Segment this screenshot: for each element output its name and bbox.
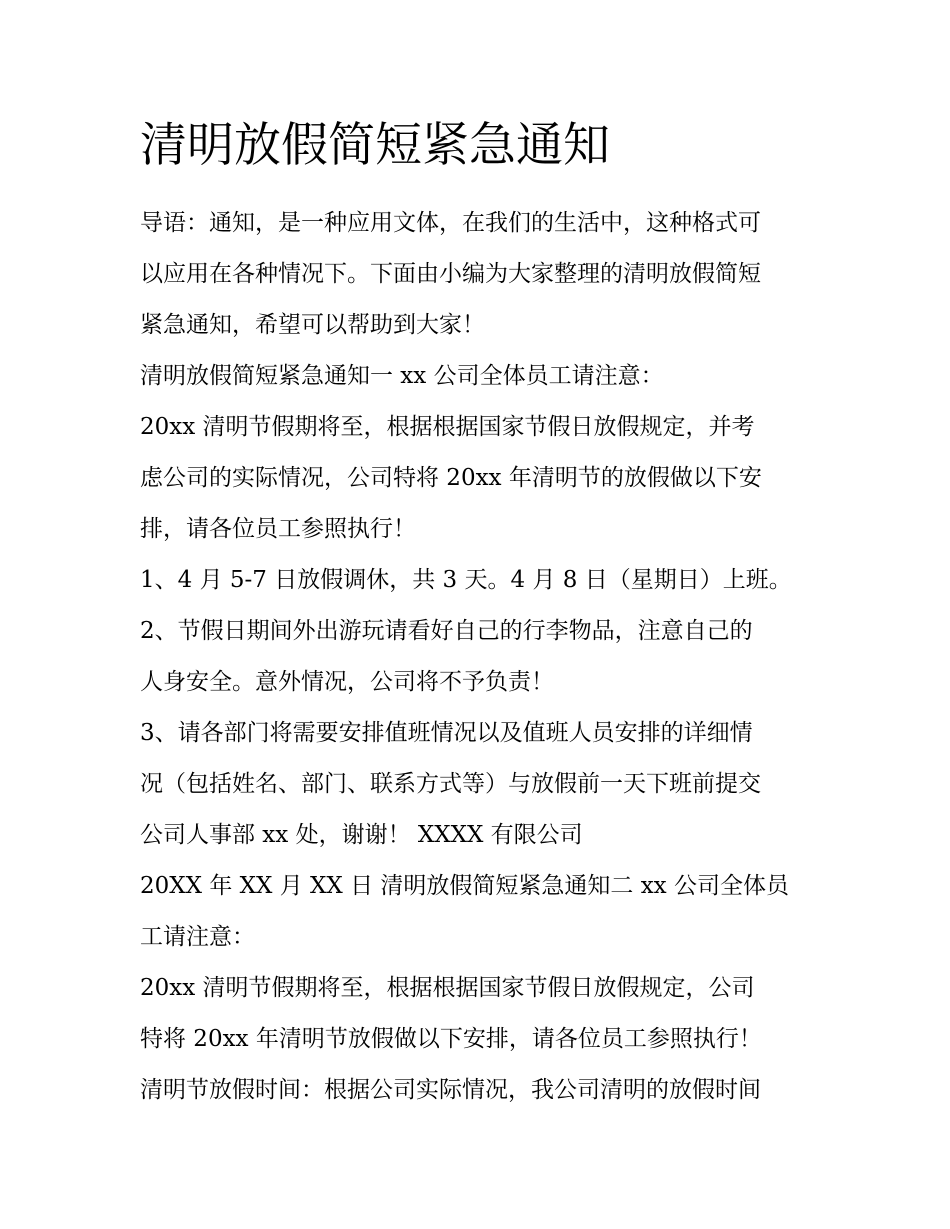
body-line-4: 清明放假简短紧急通知一 xx 公司全体员工请注意：	[140, 363, 664, 389]
body-line-5: 20xx 清明节假期将至，根据根据国家节假日放假规定，并考	[140, 414, 755, 440]
body-line-10: 人身安全。意外情况，公司将不予负责！	[140, 669, 554, 695]
body-line-2: 以应用在各种情况下。下面由小编为大家整理的清明放假简短	[140, 261, 761, 287]
body-line-11: 3、请各部门将需要安排值班情况以及值班人员安排的详细情	[140, 720, 753, 746]
body-line-13: 公司人事部 xx 处，谢谢！ XXXX 有限公司	[140, 822, 583, 848]
body-line-15: 工请注意：	[140, 924, 255, 950]
body-line-9: 2、节假日期间外出游玩请看好自己的行李物品，注意自己的	[140, 618, 753, 644]
document-body	[140, 198, 830, 1116]
body-line-18: 清明节放假时间：根据公司实际情况，我公司清明的放假时间	[140, 1077, 761, 1103]
body-line-14: 20XX 年 XX 月 XX 日 清明放假简短紧急通知二 xx 公司全体员	[140, 873, 789, 899]
document-title: 清明放假简短紧急通知	[140, 118, 610, 173]
body-line-6: 虑公司的实际情况，公司特将 20xx 年清明节的放假做以下安	[140, 465, 762, 491]
body-line-1: 导语：通知，是一种应用文体，在我们的生活中，这种格式可	[140, 210, 761, 236]
body-line-16: 20xx 清明节假期将至，根据根据国家节假日放假规定，公司	[140, 975, 755, 1001]
body-line-3: 紧急通知，希望可以帮助到大家！	[140, 312, 485, 338]
body-line-8: 1、4 月 5-7 日放假调休，共 3 天。4 月 8 日（星期日）上班。	[140, 567, 792, 593]
body-line-17: 特将 20xx 年清明节放假做以下安排，请各位员工参照执行！	[140, 1026, 762, 1052]
body-line-7: 排，请各位员工参照执行！	[140, 516, 416, 542]
body-line-12: 况（包括姓名、部门、联系方式等）与放假前一天下班前提交	[140, 771, 761, 797]
